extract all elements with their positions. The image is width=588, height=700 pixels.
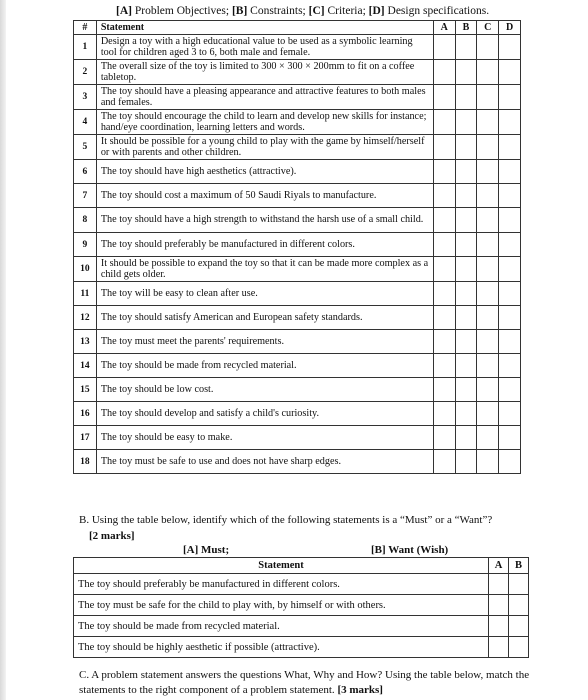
answer-cell-b[interactable]: [455, 306, 477, 330]
answer-cell-a[interactable]: [433, 282, 455, 306]
answer-cell-d[interactable]: [499, 160, 521, 184]
answer-cell-d[interactable]: [499, 402, 521, 426]
answer-cell-c[interactable]: [477, 135, 499, 160]
row-statement: The toy must meet the parents' requirements.: [96, 330, 433, 354]
answer-cell-d[interactable]: [499, 330, 521, 354]
answer-cell-c[interactable]: [477, 306, 499, 330]
table-row: [74, 184, 521, 208]
table-row: [74, 233, 521, 257]
table-row: [74, 160, 521, 184]
legend-b-label: [B]: [231, 5, 248, 17]
row-number: 17: [74, 426, 97, 450]
answer-cell-b[interactable]: [455, 135, 477, 160]
answer-cell-a[interactable]: [433, 160, 455, 184]
row-statement: The toy should have a pleasing appearance and attractive features to both males and females.: [96, 85, 433, 110]
table-row: [74, 282, 521, 306]
answer-cell-c[interactable]: [477, 184, 499, 208]
answer-cell-b[interactable]: [455, 450, 477, 474]
row-statement: It should be possible for a young child to play with the game by himself/herself or with parents and other children.: [96, 135, 433, 160]
row-statement: The overall size of the toy is limited to 300 × 300 × 200mm to fit on a coffee tabletop.: [96, 60, 433, 85]
answer-cell-d[interactable]: [499, 450, 521, 474]
table-row: [74, 306, 521, 330]
answer-cell-d[interactable]: [499, 354, 521, 378]
page-edge-shadow: [0, 0, 6, 700]
answer-cell-a[interactable]: [433, 330, 455, 354]
answer-cell-c[interactable]: [477, 330, 499, 354]
answer-cell-c[interactable]: [477, 378, 499, 402]
table-row: [74, 426, 521, 450]
answer-cell-a[interactable]: [433, 354, 455, 378]
want-label: [B] Want (Wish): [371, 544, 449, 556]
legend-a-text: Problem Objectives;: [131, 5, 232, 17]
legend-d-text: Design specifications.: [384, 5, 490, 17]
answer-cell-d[interactable]: [499, 184, 521, 208]
table-row: [74, 85, 521, 110]
answer-cell-d[interactable]: [499, 306, 521, 330]
answer-cell-b[interactable]: [455, 60, 477, 85]
table-row: [74, 450, 521, 474]
answer-cell-d[interactable]: [499, 257, 521, 282]
table-row: [74, 378, 521, 402]
answer-cell-d[interactable]: [499, 233, 521, 257]
answer-cell-b[interactable]: [455, 402, 477, 426]
answer-cell-c[interactable]: [477, 257, 499, 282]
row-number: 8: [74, 208, 97, 233]
row-statement: The toy should be easy to make.: [96, 426, 433, 450]
answer-cell-b[interactable]: [455, 426, 477, 450]
answer-cell-a[interactable]: [433, 306, 455, 330]
answer-cell-b[interactable]: [509, 574, 529, 595]
answer-cell-c[interactable]: [477, 450, 499, 474]
answer-cell-c[interactable]: [477, 402, 499, 426]
row-number: 13: [74, 330, 97, 354]
table-row: [74, 257, 521, 282]
answer-cell-b[interactable]: [509, 595, 529, 616]
table-header-row: [74, 21, 521, 35]
answer-cell-a[interactable]: [433, 184, 455, 208]
question-c-text: C. A problem statement answers the questions What, Why and How? Using the table below, match the statements to the right component of a problem statement.: [79, 669, 530, 696]
answer-cell-d[interactable]: [499, 426, 521, 450]
answer-cell-d[interactable]: [499, 60, 521, 85]
table-row: [74, 110, 521, 135]
answer-cell-c[interactable]: [477, 85, 499, 110]
answer-cell-a[interactable]: [489, 574, 509, 595]
table-row: [74, 574, 529, 595]
row-statement: The toy should be made from recycled material.: [96, 354, 433, 378]
row-statement: The toy should be low cost.: [96, 378, 433, 402]
table-row: [74, 60, 521, 85]
table-row: [74, 354, 521, 378]
answer-cell-a[interactable]: [433, 450, 455, 474]
answer-cell-d[interactable]: [499, 282, 521, 306]
row-number: 16: [74, 402, 97, 426]
answer-cell-a[interactable]: [433, 85, 455, 110]
answer-cell-c[interactable]: [477, 426, 499, 450]
row-number: 1: [74, 35, 97, 60]
answer-cell-a[interactable]: [433, 257, 455, 282]
answer-cell-b[interactable]: [455, 35, 477, 60]
answer-cell-a[interactable]: [433, 135, 455, 160]
answer-cell-c[interactable]: [477, 282, 499, 306]
question-c: [79, 668, 549, 698]
header-b: B: [455, 21, 477, 35]
answer-cell-b[interactable]: [509, 616, 529, 637]
classification-table: [73, 20, 521, 474]
row-number: 3: [74, 85, 97, 110]
legend-heading: [116, 5, 489, 17]
answer-cell-d[interactable]: [499, 85, 521, 110]
question-b-marks: [2 marks]: [89, 530, 135, 542]
row-statement: The toy should cost a maximum of 50 Saudi Riyals to manufacture.: [96, 184, 433, 208]
row-statement: The toy will be easy to clean after use.: [96, 282, 433, 306]
row-statement: The toy should preferably be manufactured in different colors.: [74, 574, 489, 595]
row-statement: The toy should encourage the child to learn and develop new skills for instance; hand/eye coordination, learning letters and words.: [96, 110, 433, 135]
answer-cell-d[interactable]: [499, 378, 521, 402]
row-number: 11: [74, 282, 97, 306]
legend-d-label: [D]: [368, 5, 385, 17]
answer-cell-b[interactable]: [455, 208, 477, 233]
answer-cell-a[interactable]: [433, 110, 455, 135]
row-statement: The toy should have high aesthetics (attractive).: [96, 160, 433, 184]
answer-cell-b[interactable]: [455, 160, 477, 184]
answer-cell-a[interactable]: [433, 35, 455, 60]
answer-cell-d[interactable]: [499, 208, 521, 233]
table-header-row: [74, 558, 529, 574]
legend-c-label: [C]: [308, 5, 325, 17]
header-statement: Statement: [74, 558, 489, 574]
answer-cell-a[interactable]: [433, 378, 455, 402]
header-c: C: [477, 21, 499, 35]
answer-cell-b[interactable]: [455, 378, 477, 402]
row-statement: The toy should be highly aesthetic if possible (attractive).: [74, 637, 489, 658]
row-number: 7: [74, 184, 97, 208]
row-number: 10: [74, 257, 97, 282]
answer-cell-b[interactable]: [455, 282, 477, 306]
question-c-marks: [3 marks]: [337, 684, 383, 696]
row-number: 4: [74, 110, 97, 135]
answer-cell-d[interactable]: [499, 35, 521, 60]
table-row: [74, 616, 529, 637]
header-b: B: [509, 558, 529, 574]
answer-cell-b[interactable]: [455, 184, 477, 208]
answer-cell-c[interactable]: [477, 60, 499, 85]
legend-b-text: Constraints;: [247, 5, 309, 17]
answer-cell-a[interactable]: [433, 402, 455, 426]
header-a: A: [489, 558, 509, 574]
answer-cell-d[interactable]: [499, 110, 521, 135]
table-row: [74, 637, 529, 658]
header-d: D: [499, 21, 521, 35]
answer-cell-a[interactable]: [433, 233, 455, 257]
row-statement: The toy should be made from recycled material.: [74, 616, 489, 637]
answer-cell-c[interactable]: [477, 233, 499, 257]
row-statement: It should be possible to expand the toy so that it can be made more complex as a child gets older.: [96, 257, 433, 282]
answer-cell-a[interactable]: [489, 595, 509, 616]
row-number: 2: [74, 60, 97, 85]
row-statement: The toy should satisfy American and European safety standards.: [96, 306, 433, 330]
row-statement: The toy must be safe to use and does not have sharp edges.: [96, 450, 433, 474]
row-number: 9: [74, 233, 97, 257]
answer-cell-b[interactable]: [455, 257, 477, 282]
answer-cell-c[interactable]: [477, 208, 499, 233]
answer-cell-c[interactable]: [477, 110, 499, 135]
must-label: [A] Must;: [183, 544, 230, 556]
row-number: 14: [74, 354, 97, 378]
table-row: [74, 402, 521, 426]
row-number: 6: [74, 160, 97, 184]
answer-cell-d[interactable]: [499, 135, 521, 160]
table-row: [74, 35, 521, 60]
question-b: [79, 512, 549, 544]
answer-cell-a[interactable]: [433, 208, 455, 233]
answer-cell-c[interactable]: [477, 354, 499, 378]
must-want-table: [73, 557, 529, 658]
answer-cell-a[interactable]: [489, 616, 509, 637]
answer-cell-c[interactable]: [477, 35, 499, 60]
table-row: [74, 135, 521, 160]
answer-cell-b[interactable]: [455, 85, 477, 110]
row-statement: The toy should develop and satisfy a child's curiosity.: [96, 402, 433, 426]
header-number: #: [74, 21, 97, 35]
row-number: 15: [74, 378, 97, 402]
row-number: 18: [74, 450, 97, 474]
answer-cell-b[interactable]: [455, 354, 477, 378]
answer-cell-b[interactable]: [455, 110, 477, 135]
row-statement: The toy should have a high strength to withstand the harsh use of a small child.: [96, 208, 433, 233]
row-statement: The toy must be safe for the child to play with, by himself or with others.: [74, 595, 489, 616]
answer-cell-a[interactable]: [433, 426, 455, 450]
answer-cell-a[interactable]: [433, 60, 455, 85]
header-statement: Statement: [96, 21, 433, 35]
row-statement: Design a toy with a high educational value to be used as a symbolic learning tool for children aged 3 to 6, both male and female.: [96, 35, 433, 60]
header-a: A: [433, 21, 455, 35]
row-statement: The toy should preferably be manufactured in different colors.: [96, 233, 433, 257]
table-row: [74, 208, 521, 233]
row-number: 5: [74, 135, 97, 160]
legend-c-text: Criteria;: [324, 5, 369, 17]
question-b-text: B. Using the table below, identify which of the following statements is a “Must” or a “Want”?: [79, 514, 493, 526]
legend-a-label: [A]: [116, 5, 132, 17]
table-row: [74, 595, 529, 616]
table-row: [74, 330, 521, 354]
row-number: 12: [74, 306, 97, 330]
answer-cell-c[interactable]: [477, 160, 499, 184]
answer-cell-b[interactable]: [509, 637, 529, 658]
answer-cell-b[interactable]: [455, 330, 477, 354]
answer-cell-a[interactable]: [489, 637, 509, 658]
answer-cell-b[interactable]: [455, 233, 477, 257]
